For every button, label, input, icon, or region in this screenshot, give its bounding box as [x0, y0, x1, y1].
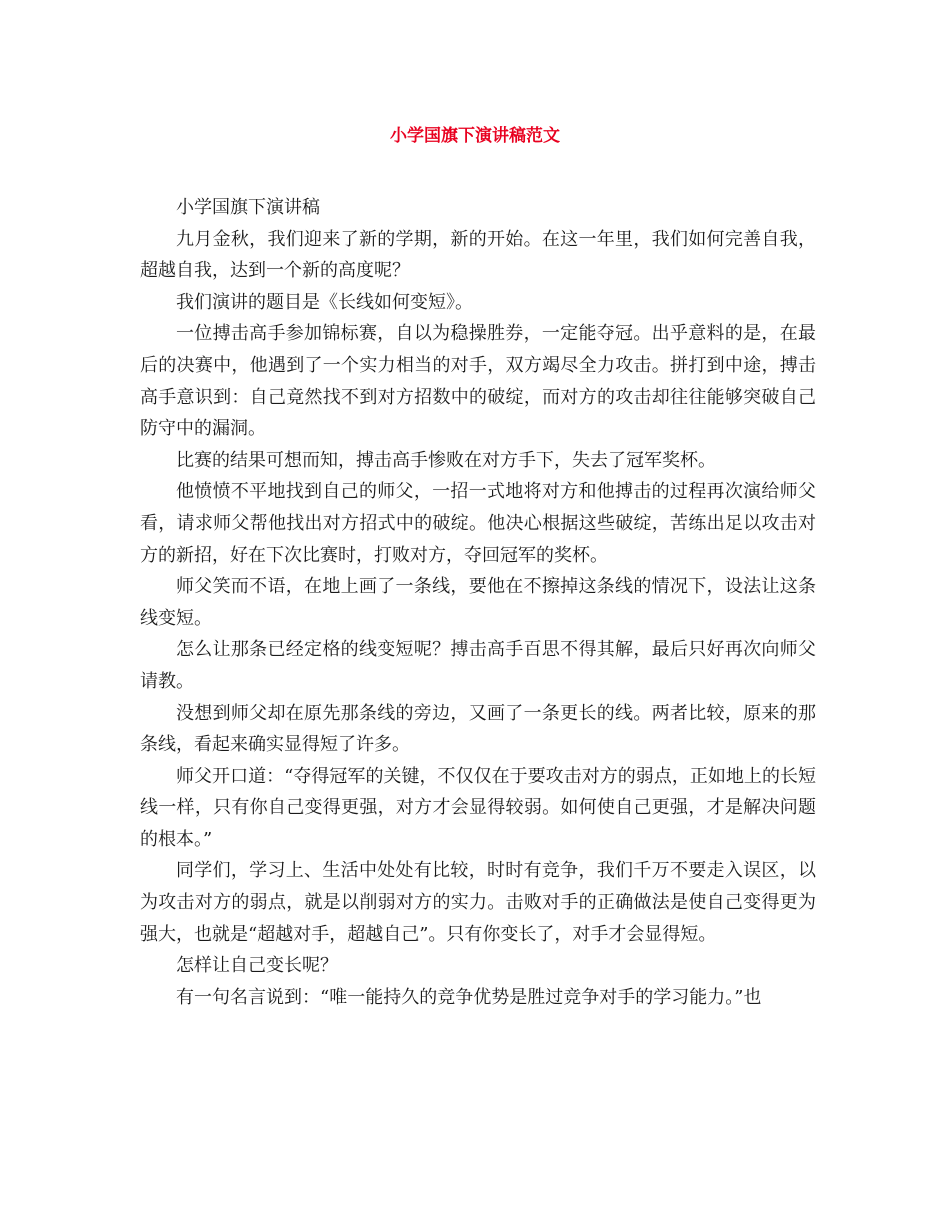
paragraph: 小学国旗下演讲稿	[176, 197, 320, 218]
paragraph: 有一句名言说到：“唯一能持久的竞争优势是胜过竞争对手的学习能力。”也	[176, 986, 762, 1008]
paragraph: 九月金秋，我们迎来了新的学期，新的开始。在这一年里，我们如何完善自我，超越自我，达到一个新的高度呢？	[140, 228, 816, 282]
paragraph: 师父笑而不语，在地上画了一条线，要他在不擦掉这条线的情况下，设法让这条线变短。	[140, 576, 816, 629]
paragraph: 没想到师父却在原先那条线的旁边，又画了一条更长的线。两者比较，原来的那条线，看起来确实显得短了许多。	[140, 702, 816, 756]
paragraph: 比赛的结果可想而知，搏击高手惨败在对方手下，失去了冠军奖杯。	[176, 449, 716, 471]
document-title: 小学国旗下演讲稿范文	[390, 126, 560, 146]
paragraph: 怎么让那条已经定格的线变短呢？搏击高手百思不得其解，最后只好再次向师父请教。	[140, 639, 816, 692]
paragraph: 他愤愤不平地找到自己的师父，一招一式地将对方和他搏击的过程再次演给师父看，请求师父帮他找出对方招式中的破绽。他决心根据这些破绽，苦练出足以攻击对方的新招，好在下次比赛时，打败对方，夺回冠军的奖杯。	[140, 481, 816, 566]
paragraph: 同学们，学习上、生活中处处有比较，时时有竞争，我们千万不要走入误区，以为攻击对方的弱点，就是以削弱对方的实力。击败对手的正确做法是使自己变得更为强大，也就是“超越对手，超越自己”。只有你变长了，对手才会显得短。	[140, 860, 816, 945]
paragraph: 师父开口道：“夺得冠军的关键，不仅仅在于要攻击对方的弱点，正如地上的长短线一样，只有你自己变得更强，对方才会显得较弱。如何使自己更强，才是解决问题的根本。”	[140, 765, 816, 850]
paragraph: 一位搏击高手参加锦标赛，自以为稳操胜券，一定能夺冠。出乎意料的是，在最后的决赛中，他遇到了一个实力相当的对手，双方竭尽全力攻击。拼打到中途，搏击高手意识到：自己竟然找不到对方招数中的破绽，而对方的攻击却往往能够突破自己防守中的漏洞。	[140, 323, 816, 440]
paragraph: 我们演讲的题目是《长线如何变短》。	[176, 291, 473, 313]
paragraph: 怎样让自己变长呢？	[176, 955, 338, 977]
document-body	[140, 192, 816, 1013]
